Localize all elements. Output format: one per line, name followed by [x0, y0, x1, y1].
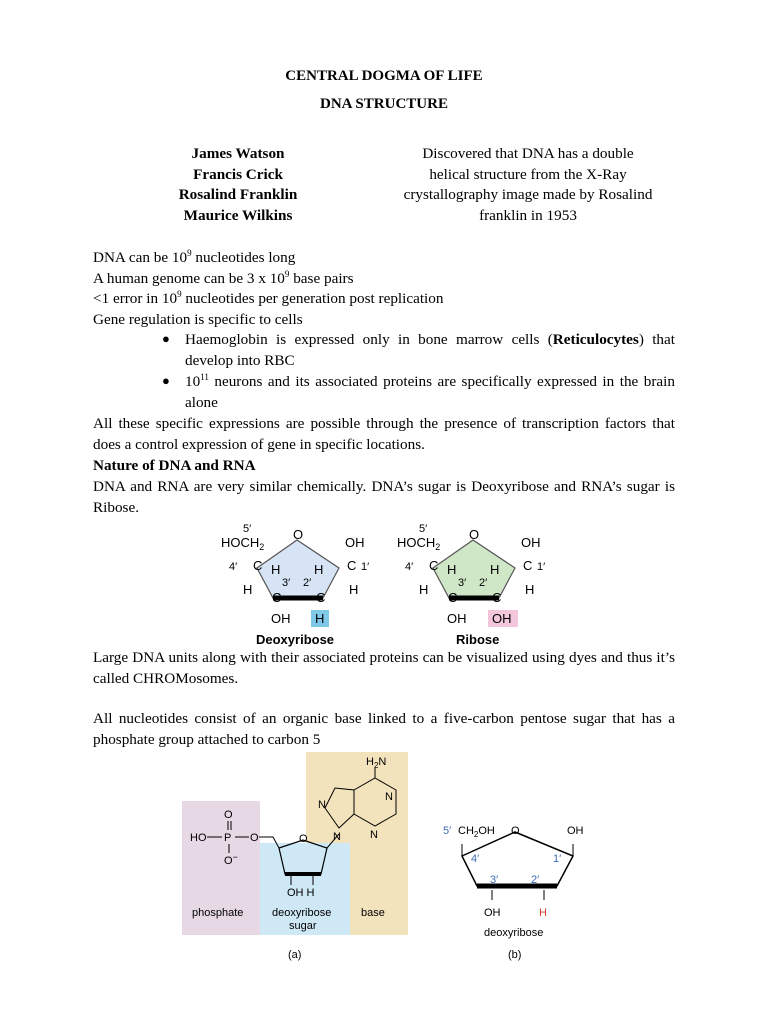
- base-label: base: [361, 907, 385, 919]
- label-1prime: 1′: [361, 561, 370, 573]
- fact-error-rate: [93, 289, 675, 309]
- hydrogen: H: [314, 562, 324, 577]
- fact-text: A human genome can be 3 x 10: [93, 269, 285, 287]
- bullet-text: 10: [185, 373, 201, 390]
- base-panel-bottom: [350, 843, 408, 935]
- carbon-2: C: [492, 590, 502, 605]
- label-4prime: 4′: [229, 561, 238, 573]
- fact-text: nucleotides per generation post replication: [181, 290, 444, 307]
- label-3prime: 3′: [490, 874, 499, 886]
- nitrogen: N: [385, 791, 393, 803]
- scientist-name: Francis Crick: [193, 165, 283, 183]
- fact-text: nucleotides long: [191, 249, 296, 266]
- highlighted-hydrogen: H: [315, 611, 325, 626]
- scientist-list: [150, 144, 326, 226]
- fact-base-pairs: [93, 269, 675, 289]
- red-hydrogen: H: [539, 907, 547, 919]
- sugar-label: sugar: [289, 920, 317, 932]
- ribose-label: Ribose: [456, 632, 500, 647]
- ester-oxygen: O: [250, 832, 259, 844]
- sugar-structures-figure: [215, 518, 555, 650]
- label-2prime: 2′: [479, 577, 488, 589]
- nucleotide-figure: [175, 750, 600, 968]
- deoxyribose-structure: [221, 523, 369, 647]
- label-oh: OH: [271, 611, 291, 626]
- discovery-line: Discovered that DNA has a double: [422, 145, 634, 162]
- carbon-1: C: [523, 558, 533, 573]
- nitrogen: N: [370, 829, 378, 841]
- deoxyribose-label: Deoxyribose: [256, 632, 335, 647]
- fact-gene-regulation: Gene regulation is specific to cells: [93, 310, 303, 328]
- label-4prime: 4′: [471, 853, 480, 865]
- bullet-text: neurons and its associated proteins are specifically expressed in the brain alone: [185, 373, 675, 411]
- fact-text: base pairs: [289, 269, 354, 287]
- label-5prime: 5′: [419, 523, 428, 535]
- fact-text: <1 error in 10: [93, 290, 178, 307]
- ring-oxygen: O: [469, 527, 480, 542]
- scientist-name: Maurice Wilkins: [183, 206, 293, 224]
- discovery-line: helical structure from the X-Ray: [429, 165, 627, 183]
- ribose-ring: [433, 540, 515, 598]
- label-oh: OH: [345, 535, 365, 550]
- nitrogen: N: [333, 831, 341, 843]
- carbon-4: C: [429, 558, 439, 573]
- scientist-name: James Watson: [191, 145, 285, 162]
- paragraph-chromosome: Large DNA units along with their associated proteins can be visualized using dyes and thus it’s called CHROMosomes.: [93, 649, 675, 687]
- bullet-dot: ●: [162, 331, 170, 346]
- label-oh: OH: [567, 825, 584, 837]
- hydrogen: H: [243, 582, 253, 597]
- label-3prime: 3′: [458, 577, 467, 589]
- label-1prime: 1′: [537, 561, 546, 573]
- discovery-text: [380, 144, 676, 226]
- paragraph-transcription: All these specific expressions are possible through the presence of transcription factors that does a control expression of gene in specific locations.: [93, 415, 675, 453]
- nitrogen: N: [318, 799, 326, 811]
- hydrogen: H: [525, 582, 535, 597]
- panel-a-label: (a): [288, 949, 302, 961]
- hydrogen: H: [447, 562, 457, 577]
- carbon-4: C: [253, 558, 263, 573]
- carbon-1: C: [347, 558, 357, 573]
- label-3prime: 3′: [282, 577, 291, 589]
- carbon-3: C: [448, 590, 458, 605]
- fact-text: DNA can be 10: [93, 249, 188, 266]
- hydroxyl: HO: [190, 832, 207, 844]
- phosphorus: P: [224, 832, 232, 844]
- exponent: 9: [177, 289, 182, 299]
- ring-oxygen: O: [299, 833, 308, 845]
- amino-group: $H_2N$: [366, 756, 387, 770]
- label-hoch2: $HOCH_2$: [397, 535, 441, 552]
- label-hoch2: $HOCH_2$: [221, 535, 265, 552]
- page-subtitle: DNA STRUCTURE: [320, 96, 448, 112]
- deoxyribose-ring: [257, 540, 339, 598]
- highlighted-hydroxyl: OH: [492, 611, 512, 626]
- discovery-line: crystallography image made by Rosalind: [403, 186, 653, 203]
- bullet-text: Haemoglobin is expressed only in bone marrow cells (: [185, 331, 553, 348]
- label-oh: OH: [447, 611, 467, 626]
- ribose-structure: [397, 523, 545, 647]
- carbon-2: C: [316, 590, 326, 605]
- exponent: 9: [187, 248, 192, 258]
- phosphate-oxygen: O: [224, 809, 233, 821]
- hydrogen: H: [271, 562, 281, 577]
- bullet-bold-term: Reticulocytes: [552, 331, 639, 348]
- hydrogen: H: [490, 562, 500, 577]
- label-2prime: 2′: [303, 577, 312, 589]
- label-ch2oh: $CH_2OH$: [458, 825, 495, 839]
- label-5prime: 5′: [443, 825, 452, 837]
- exponent: 11: [200, 372, 209, 382]
- nucleotide-diagram-a: [182, 752, 408, 961]
- deoxyribose-diagram-b: [443, 825, 584, 961]
- label-oh: OH: [521, 535, 541, 550]
- fact-nucleotides: [93, 248, 675, 268]
- label-oh: OH: [484, 907, 501, 919]
- bullet-haemoglobin: [185, 330, 675, 371]
- deoxyribose-label: deoxyribose: [272, 907, 332, 919]
- ring-oxygen: O: [293, 527, 304, 542]
- phosphate-label: phosphate: [192, 907, 244, 919]
- label-2prime: 2′: [531, 874, 540, 886]
- bullet-dot: ●: [162, 373, 170, 388]
- deoxyribose-caption: deoxyribose: [484, 927, 544, 939]
- paragraph-sugar: DNA and RNA are very similar chemically. DNA’s sugar is Deoxyribose and RNA’s sugar is Ribose.: [93, 478, 675, 516]
- section-heading: Nature of DNA and RNA: [93, 457, 256, 474]
- phosphate-anion: O−: [224, 852, 238, 867]
- label-4prime: 4′: [405, 561, 414, 573]
- hydrogen: H: [419, 582, 429, 597]
- hydrogen: H: [349, 582, 359, 597]
- paragraph-nucleotide: All nucleotides consist of an organic base linked to a five-carbon pentose sugar that has a phosphate group attached to carbon 5: [93, 710, 675, 748]
- label-1prime: 1′: [553, 853, 562, 865]
- sugar-substituents: OH H: [287, 887, 315, 899]
- bullet-neurons: [185, 372, 675, 413]
- label-5prime: 5′: [243, 523, 252, 535]
- exponent: 9: [284, 268, 290, 279]
- panel-b-label: (b): [508, 949, 522, 961]
- bullet-text: ) that develop into RBC: [185, 331, 675, 369]
- scientist-name: Rosalind Franklin: [178, 186, 298, 203]
- carbon-3: C: [272, 590, 282, 605]
- discovery-line: franklin in 1953: [479, 206, 577, 224]
- ring-oxygen: O: [511, 825, 520, 837]
- page-title: CENTRAL DOGMA OF LIFE: [285, 68, 483, 84]
